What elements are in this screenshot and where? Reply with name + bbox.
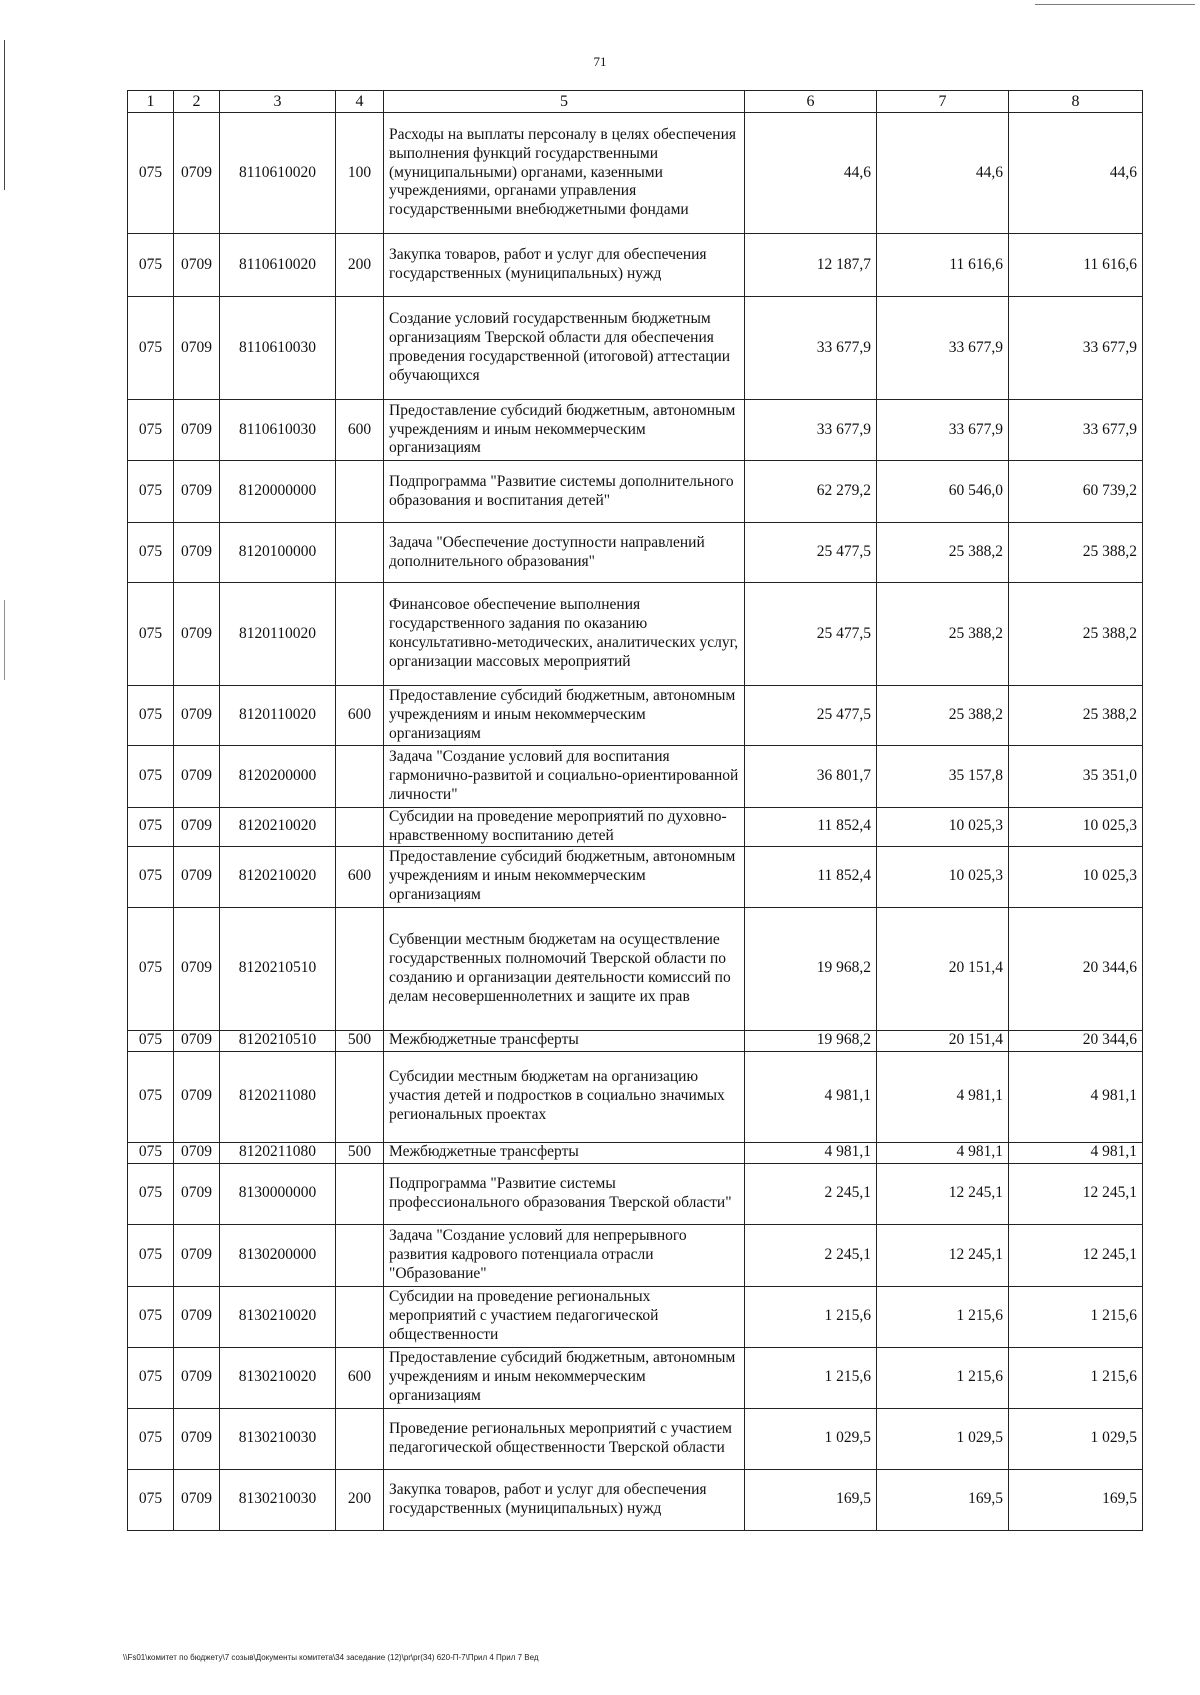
cell-description: Закупка товаров, работ и услуг для обеспечения государственных (муниципальных) нужд (384, 1469, 745, 1530)
cell-target-article: 8110610030 (220, 297, 336, 400)
cell-description: Подпрограмма "Развитие системы дополнительного образования и воспитания детей" (384, 461, 745, 523)
cell-code-1: 075 (128, 1286, 174, 1347)
cell-description: Создание условий государственным бюджетным организациям Тверской области для обеспечения проведения государственной (итоговой) аттестации обучающихся (384, 297, 745, 400)
cell-code-1: 075 (128, 400, 174, 461)
cell-target-article: 8120100000 (220, 523, 336, 583)
column-header: 1 (128, 91, 174, 113)
cell-code-1: 075 (128, 1408, 174, 1469)
cell-amount-col7: 1 029,5 (877, 1408, 1009, 1469)
table-row (128, 1408, 1143, 1469)
cell-section: 0709 (174, 113, 220, 234)
cell-amount-col6: 33 677,9 (745, 297, 877, 400)
cell-expense-type (336, 746, 384, 808)
cell-section: 0709 (174, 1469, 220, 1530)
budget-table (127, 90, 1143, 1531)
cell-expense-type (336, 907, 384, 1030)
cell-amount-col6: 25 477,5 (745, 523, 877, 583)
table-row (128, 113, 1143, 234)
cell-code-1: 075 (128, 1030, 174, 1051)
cell-code-1: 075 (128, 907, 174, 1030)
cell-amount-col8: 169,5 (1009, 1469, 1143, 1530)
cell-amount-col7: 12 245,1 (877, 1163, 1009, 1224)
cell-section: 0709 (174, 1163, 220, 1224)
cell-amount-col7: 11 616,6 (877, 234, 1009, 297)
cell-section: 0709 (174, 808, 220, 847)
cell-expense-type: 500 (336, 1030, 384, 1051)
cell-expense-type: 600 (336, 686, 384, 746)
cell-amount-col6: 11 852,4 (745, 846, 877, 907)
cell-target-article: 8110610030 (220, 400, 336, 461)
cell-amount-col6: 44,6 (745, 113, 877, 234)
cell-amount-col6: 12 187,7 (745, 234, 877, 297)
cell-amount-col8: 1 215,6 (1009, 1347, 1143, 1408)
table-row (128, 1347, 1143, 1408)
cell-amount-col6: 19 968,2 (745, 1030, 877, 1051)
column-header: 2 (174, 91, 220, 113)
cell-amount-col8: 33 677,9 (1009, 297, 1143, 400)
cell-target-article: 8110610020 (220, 113, 336, 234)
cell-amount-col6: 11 852,4 (745, 808, 877, 847)
cell-description: Предоставление субсидий бюджетным, автономным учреждениям и иным некоммерческим организациям (384, 400, 745, 461)
table-row (128, 808, 1143, 847)
cell-amount-col6: 1 029,5 (745, 1408, 877, 1469)
cell-section: 0709 (174, 746, 220, 808)
cell-amount-col7: 4 981,1 (877, 1142, 1009, 1163)
scan-line-left-lower (4, 600, 5, 680)
table-row (128, 1051, 1143, 1142)
cell-amount-col6: 4 981,1 (745, 1051, 877, 1142)
scan-line-left (4, 40, 5, 190)
cell-amount-col6: 19 968,2 (745, 907, 877, 1030)
cell-amount-col8: 1 029,5 (1009, 1408, 1143, 1469)
table-row (128, 234, 1143, 297)
column-header: 4 (336, 91, 384, 113)
cell-code-1: 075 (128, 1469, 174, 1530)
cell-amount-col7: 12 245,1 (877, 1224, 1009, 1286)
scan-line-top-right (1035, 4, 1195, 5)
cell-target-article: 8110610020 (220, 234, 336, 297)
cell-description: Межбюджетные трансферты (384, 1030, 745, 1051)
cell-section: 0709 (174, 1347, 220, 1408)
cell-amount-col6: 169,5 (745, 1469, 877, 1530)
cell-amount-col7: 4 981,1 (877, 1051, 1009, 1142)
cell-code-1: 075 (128, 1142, 174, 1163)
cell-section: 0709 (174, 523, 220, 583)
cell-amount-col7: 1 215,6 (877, 1286, 1009, 1347)
cell-description: Предоставление субсидий бюджетным, автономным учреждениям и иным некоммерческим организациям (384, 846, 745, 907)
table-row (128, 1142, 1143, 1163)
cell-description: Предоставление субсидий бюджетным, автономным учреждениям и иным некоммерческим организациям (384, 1347, 745, 1408)
cell-code-1: 075 (128, 523, 174, 583)
cell-description: Субсидии на проведение мероприятий по духовно-нравственному воспитанию детей (384, 808, 745, 847)
cell-expense-type (336, 1224, 384, 1286)
cell-description: Межбюджетные трансферты (384, 1142, 745, 1163)
cell-target-article: 8120210510 (220, 1030, 336, 1051)
cell-amount-col6: 2 245,1 (745, 1163, 877, 1224)
cell-target-article: 8120200000 (220, 746, 336, 808)
table-row (128, 1286, 1143, 1347)
cell-amount-col8: 20 344,6 (1009, 1030, 1143, 1051)
cell-amount-col6: 25 477,5 (745, 686, 877, 746)
cell-amount-col7: 20 151,4 (877, 907, 1009, 1030)
cell-expense-type: 200 (336, 1469, 384, 1530)
cell-target-article: 8130210030 (220, 1469, 336, 1530)
cell-amount-col6: 4 981,1 (745, 1142, 877, 1163)
table-row (128, 686, 1143, 746)
cell-description: Финансовое обеспечение выполнения государственного задания по оказанию консультативно-методических, аналитических услуг, организации массовых мероприятий (384, 583, 745, 686)
cell-target-article: 8120110020 (220, 686, 336, 746)
cell-target-article: 8120110020 (220, 583, 336, 686)
table-row (128, 746, 1143, 808)
cell-description: Задача "Создание условий для воспитания гармонично-развитой и социально-ориентированной личности" (384, 746, 745, 808)
cell-description: Предоставление субсидий бюджетным, автономным учреждениям и иным некоммерческим организациям (384, 686, 745, 746)
cell-amount-col8: 35 351,0 (1009, 746, 1143, 808)
cell-expense-type (336, 1051, 384, 1142)
cell-code-1: 075 (128, 1163, 174, 1224)
cell-amount-col8: 33 677,9 (1009, 400, 1143, 461)
cell-target-article: 8120210510 (220, 907, 336, 1030)
cell-amount-col8: 12 245,1 (1009, 1163, 1143, 1224)
cell-amount-col8: 4 981,1 (1009, 1051, 1143, 1142)
cell-target-article: 8120211080 (220, 1051, 336, 1142)
cell-target-article: 8120210020 (220, 846, 336, 907)
cell-amount-col7: 169,5 (877, 1469, 1009, 1530)
column-number-row (128, 91, 1143, 113)
cell-amount-col8: 60 739,2 (1009, 461, 1143, 523)
cell-amount-col8: 11 616,6 (1009, 234, 1143, 297)
cell-amount-col8: 10 025,3 (1009, 808, 1143, 847)
cell-section: 0709 (174, 907, 220, 1030)
cell-amount-col7: 25 388,2 (877, 583, 1009, 686)
cell-amount-col7: 33 677,9 (877, 297, 1009, 400)
cell-section: 0709 (174, 846, 220, 907)
table-row (128, 1469, 1143, 1530)
table-row (128, 523, 1143, 583)
cell-code-1: 075 (128, 297, 174, 400)
table-row (128, 1030, 1143, 1051)
cell-expense-type (336, 461, 384, 523)
column-header: 8 (1009, 91, 1143, 113)
cell-description: Субсидии местным бюджетам на организацию участия детей и подростков в социально значимых региональных проектах (384, 1051, 745, 1142)
cell-amount-col7: 10 025,3 (877, 808, 1009, 847)
table-row (128, 400, 1143, 461)
cell-amount-col7: 60 546,0 (877, 461, 1009, 523)
cell-code-1: 075 (128, 1347, 174, 1408)
cell-target-article: 8130210030 (220, 1408, 336, 1469)
cell-expense-type (336, 583, 384, 686)
cell-section: 0709 (174, 1224, 220, 1286)
cell-amount-col8: 44,6 (1009, 113, 1143, 234)
cell-amount-col7: 20 151,4 (877, 1030, 1009, 1051)
cell-code-1: 075 (128, 583, 174, 686)
cell-amount-col7: 1 215,6 (877, 1347, 1009, 1408)
cell-amount-col6: 36 801,7 (745, 746, 877, 808)
cell-code-1: 075 (128, 234, 174, 297)
cell-section: 0709 (174, 297, 220, 400)
table-row (128, 907, 1143, 1030)
table-row (128, 1224, 1143, 1286)
cell-expense-type (336, 523, 384, 583)
cell-target-article: 8130210020 (220, 1286, 336, 1347)
cell-expense-type: 600 (336, 1347, 384, 1408)
cell-amount-col8: 12 245,1 (1009, 1224, 1143, 1286)
cell-expense-type (336, 1408, 384, 1469)
cell-description: Задача "Создание условий для непрерывного развития кадрового потенциала отрасли "Образование" (384, 1224, 745, 1286)
page-number: 71 (593, 54, 607, 69)
cell-amount-col7: 33 677,9 (877, 400, 1009, 461)
cell-amount-col7: 35 157,8 (877, 746, 1009, 808)
cell-expense-type: 200 (336, 234, 384, 297)
budget-table-body (128, 113, 1143, 1531)
cell-description: Закупка товаров, работ и услуг для обеспечения государственных (муниципальных) нужд (384, 234, 745, 297)
table-row (128, 846, 1143, 907)
table-row (128, 461, 1143, 523)
cell-amount-col7: 44,6 (877, 113, 1009, 234)
cell-amount-col6: 25 477,5 (745, 583, 877, 686)
cell-amount-col6: 2 245,1 (745, 1224, 877, 1286)
cell-expense-type: 100 (336, 113, 384, 234)
cell-expense-type (336, 297, 384, 400)
cell-section: 0709 (174, 1051, 220, 1142)
cell-section: 0709 (174, 234, 220, 297)
cell-code-1: 075 (128, 113, 174, 234)
cell-code-1: 075 (128, 461, 174, 523)
column-header: 3 (220, 91, 336, 113)
cell-section: 0709 (174, 1142, 220, 1163)
cell-description: Задача "Обеспечение доступности направлений дополнительного образования" (384, 523, 745, 583)
cell-code-1: 075 (128, 846, 174, 907)
cell-target-article: 8130000000 (220, 1163, 336, 1224)
cell-code-1: 075 (128, 1224, 174, 1286)
cell-amount-col7: 25 388,2 (877, 523, 1009, 583)
cell-amount-col8: 25 388,2 (1009, 583, 1143, 686)
footer-file-path: \\Fs01\комитет по бюджету\7 созыв\Документы комитета\34 заседание (12)\pr\pr(34) 620-П-7\Прил 4 Прил 7 Вед (123, 1653, 539, 1662)
column-header: 5 (384, 91, 745, 113)
cell-description: Подпрограмма "Развитие системы профессионального образования Тверской области" (384, 1163, 745, 1224)
column-header: 6 (745, 91, 877, 113)
table-row (128, 297, 1143, 400)
cell-amount-col8: 1 215,6 (1009, 1286, 1143, 1347)
cell-expense-type (336, 1286, 384, 1347)
table-row (128, 583, 1143, 686)
cell-description: Субсидии на проведение региональных мероприятий с участием педагогической общественности (384, 1286, 745, 1347)
cell-expense-type (336, 1163, 384, 1224)
cell-target-article: 8130200000 (220, 1224, 336, 1286)
cell-amount-col8: 4 981,1 (1009, 1142, 1143, 1163)
cell-expense-type: 500 (336, 1142, 384, 1163)
table-row (128, 1163, 1143, 1224)
cell-target-article: 8130210020 (220, 1347, 336, 1408)
cell-expense-type: 600 (336, 846, 384, 907)
cell-amount-col8: 25 388,2 (1009, 523, 1143, 583)
cell-code-1: 075 (128, 746, 174, 808)
cell-expense-type: 600 (336, 400, 384, 461)
column-header: 7 (877, 91, 1009, 113)
cell-section: 0709 (174, 583, 220, 686)
cell-code-1: 075 (128, 808, 174, 847)
cell-amount-col6: 62 279,2 (745, 461, 877, 523)
cell-code-1: 075 (128, 686, 174, 746)
cell-target-article: 8120000000 (220, 461, 336, 523)
cell-amount-col6: 1 215,6 (745, 1347, 877, 1408)
cell-section: 0709 (174, 1286, 220, 1347)
cell-amount-col8: 25 388,2 (1009, 686, 1143, 746)
cell-target-article: 8120210020 (220, 808, 336, 847)
cell-description: Субвенции местным бюджетам на осуществление государственных полномочий Тверской области по созданию и организации деятельности комиссий по делам несовершеннолетних и защите их прав (384, 907, 745, 1030)
cell-section: 0709 (174, 400, 220, 461)
cell-description: Проведение региональных мероприятий с участием педагогической общественности Тверской области (384, 1408, 745, 1469)
cell-amount-col6: 33 677,9 (745, 400, 877, 461)
cell-expense-type (336, 808, 384, 847)
cell-section: 0709 (174, 1030, 220, 1051)
cell-section: 0709 (174, 461, 220, 523)
cell-description: Расходы на выплаты персоналу в целях обеспечения выполнения функций государственными (муниципальными) органами, казенными учреждениями, органами управления государственными внебюджетными фондами (384, 113, 745, 234)
cell-amount-col7: 25 388,2 (877, 686, 1009, 746)
cell-section: 0709 (174, 1408, 220, 1469)
cell-amount-col8: 20 344,6 (1009, 907, 1143, 1030)
cell-amount-col7: 10 025,3 (877, 846, 1009, 907)
cell-section: 0709 (174, 686, 220, 746)
cell-amount-col8: 10 025,3 (1009, 846, 1143, 907)
cell-code-1: 075 (128, 1051, 174, 1142)
cell-amount-col6: 1 215,6 (745, 1286, 877, 1347)
cell-target-article: 8120211080 (220, 1142, 336, 1163)
